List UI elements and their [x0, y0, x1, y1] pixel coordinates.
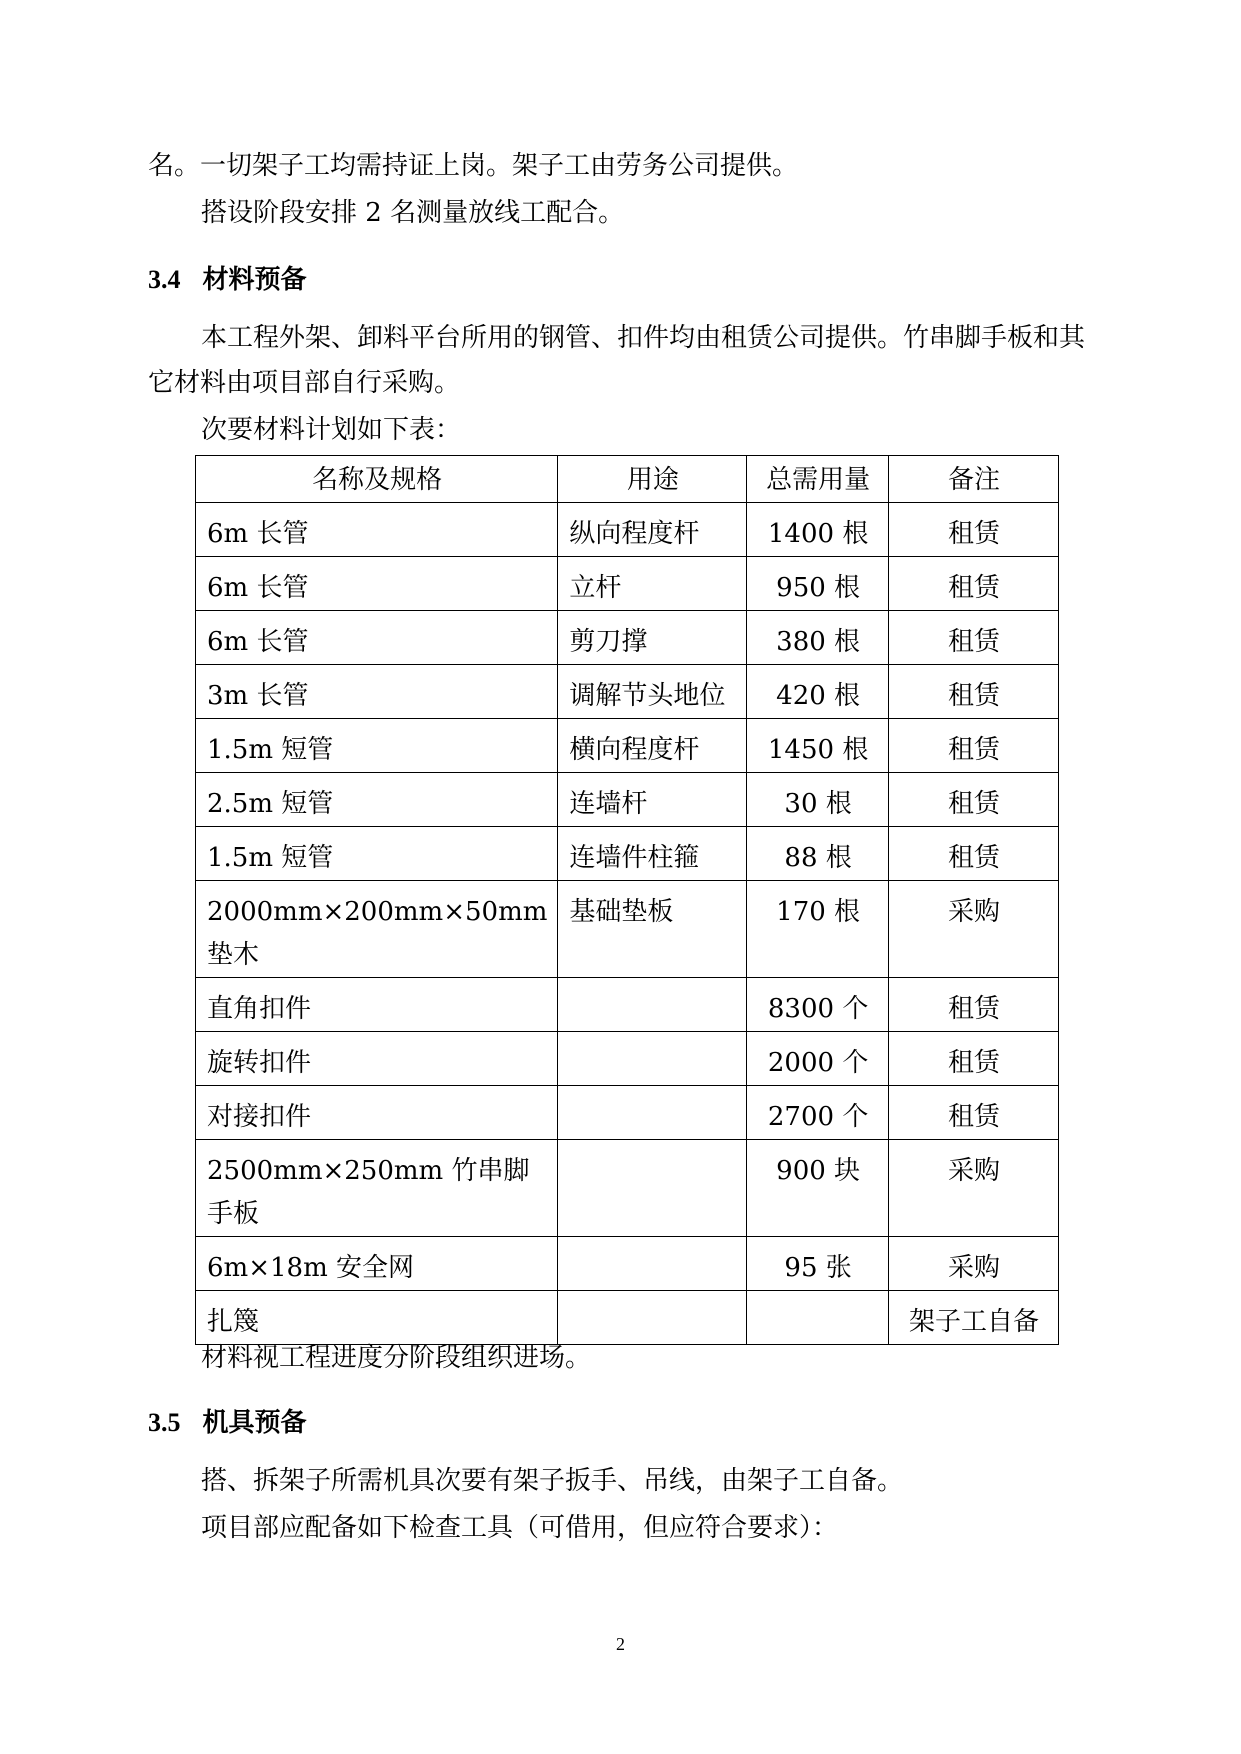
section-heading-3-4	[148, 265, 307, 295]
cell-qty: 8300 个	[747, 978, 889, 1032]
materials-table	[195, 455, 1059, 1345]
cell-name: 6m 长管	[196, 503, 558, 557]
cell-use	[558, 1140, 747, 1237]
cell-use: 立杆	[558, 557, 747, 611]
cell-use: 横向程度杆	[558, 719, 747, 773]
section-title: 材料预备	[202, 265, 307, 295]
cell-qty: 1450 根	[747, 719, 889, 773]
cell-qty: 2000 个	[747, 1032, 889, 1086]
cell-note: 租赁	[888, 557, 1058, 611]
section-number: 3.5	[148, 1408, 181, 1437]
table-row	[196, 1086, 1059, 1140]
cell-name: 2000mm×200mm×50mm 垫木	[196, 881, 558, 978]
table-row	[196, 1140, 1059, 1237]
table-row	[196, 503, 1059, 557]
cell-note: 租赁	[888, 503, 1058, 557]
cell-note: 采购	[888, 1140, 1058, 1237]
cell-use	[558, 1291, 747, 1345]
table-row	[196, 881, 1059, 978]
cell-qty	[747, 1291, 889, 1345]
cell-use	[558, 978, 747, 1032]
cell-qty: 2700 个	[747, 1086, 889, 1140]
cell-qty: 30 根	[747, 773, 889, 827]
cell-note: 租赁	[888, 978, 1058, 1032]
cell-note: 租赁	[888, 611, 1058, 665]
cell-note: 租赁	[888, 773, 1058, 827]
cell-note: 租赁	[888, 719, 1058, 773]
section-heading-3-5	[148, 1408, 307, 1438]
cell-name: 6m 长管	[196, 611, 558, 665]
cell-note: 租赁	[888, 1032, 1058, 1086]
cell-name: 1.5m 短管	[196, 827, 558, 881]
cell-name: 对接扣件	[196, 1086, 558, 1140]
cell-qty: 170 根	[747, 881, 889, 978]
body-paragraph: 搭设阶段安排 2 名测量放线工配合。	[201, 198, 625, 228]
table-header-row	[196, 456, 1059, 503]
body-paragraph: 项目部应配备如下检查工具（可借用，但应符合要求）：	[201, 1513, 839, 1543]
table-row	[196, 1291, 1059, 1345]
cell-use: 纵向程度杆	[558, 503, 747, 557]
body-paragraph: 本工程外架、卸料平台所用的钢管、扣件均由租赁公司提供。竹串脚手板和其	[201, 323, 1086, 353]
table-row	[196, 665, 1059, 719]
table-row	[196, 611, 1059, 665]
body-paragraph: 搭、拆架子所需机具次要有架子扳手、吊线，由架子工自备。	[201, 1466, 904, 1496]
section-title: 机具预备	[202, 1408, 307, 1438]
header-total-qty: 总需用量	[747, 456, 889, 503]
cell-qty: 950 根	[747, 557, 889, 611]
cell-qty: 420 根	[747, 665, 889, 719]
cell-name: 6m 长管	[196, 557, 558, 611]
cell-name: 3m 长管	[196, 665, 558, 719]
cell-qty: 900 块	[747, 1140, 889, 1237]
cell-qty: 1400 根	[747, 503, 889, 557]
cell-note: 租赁	[888, 1086, 1058, 1140]
body-paragraph: 次要材料计划如下表：	[201, 415, 462, 445]
cell-note: 架子工自备	[888, 1291, 1058, 1345]
cell-qty: 95 张	[747, 1237, 889, 1291]
header-note: 备注	[888, 456, 1058, 503]
page-number: 2	[616, 1634, 625, 1654]
cell-name: 2500mm×250mm 竹串脚手板	[196, 1140, 558, 1237]
cell-name: 2.5m 短管	[196, 773, 558, 827]
cell-name: 1.5m 短管	[196, 719, 558, 773]
table-row	[196, 1237, 1059, 1291]
table-row	[196, 1032, 1059, 1086]
header-name-spec: 名称及规格	[196, 456, 558, 503]
cell-name: 旋转扣件	[196, 1032, 558, 1086]
cell-note: 租赁	[888, 665, 1058, 719]
cell-use: 连墙杆	[558, 773, 747, 827]
table-row	[196, 773, 1059, 827]
cell-use: 基础垫板	[558, 881, 747, 978]
table-row	[196, 978, 1059, 1032]
table-row	[196, 719, 1059, 773]
cell-use: 剪刀撑	[558, 611, 747, 665]
body-paragraph: 材料视工程进度分阶段组织进场。	[201, 1343, 592, 1373]
cell-use: 调解节头地位	[558, 665, 747, 719]
cell-qty: 380 根	[747, 611, 889, 665]
cell-use	[558, 1086, 747, 1140]
header-use: 用途	[558, 456, 747, 503]
cell-name: 扎篾	[196, 1291, 558, 1345]
cell-name: 6m×18m 安全网	[196, 1237, 558, 1291]
table-row	[196, 827, 1059, 881]
body-paragraph: 它材料由项目部自行采购。	[148, 368, 461, 398]
table-row	[196, 557, 1059, 611]
cell-note: 租赁	[888, 827, 1058, 881]
cell-qty: 88 根	[747, 827, 889, 881]
cell-use	[558, 1237, 747, 1291]
cell-name: 直角扣件	[196, 978, 558, 1032]
section-number: 3.4	[148, 265, 181, 294]
body-paragraph: 名。一切架子工均需持证上岗。架子工由劳务公司提供。	[148, 151, 799, 181]
cell-use: 连墙件柱箍	[558, 827, 747, 881]
cell-use	[558, 1032, 747, 1086]
cell-note: 采购	[888, 1237, 1058, 1291]
cell-note: 采购	[888, 881, 1058, 978]
